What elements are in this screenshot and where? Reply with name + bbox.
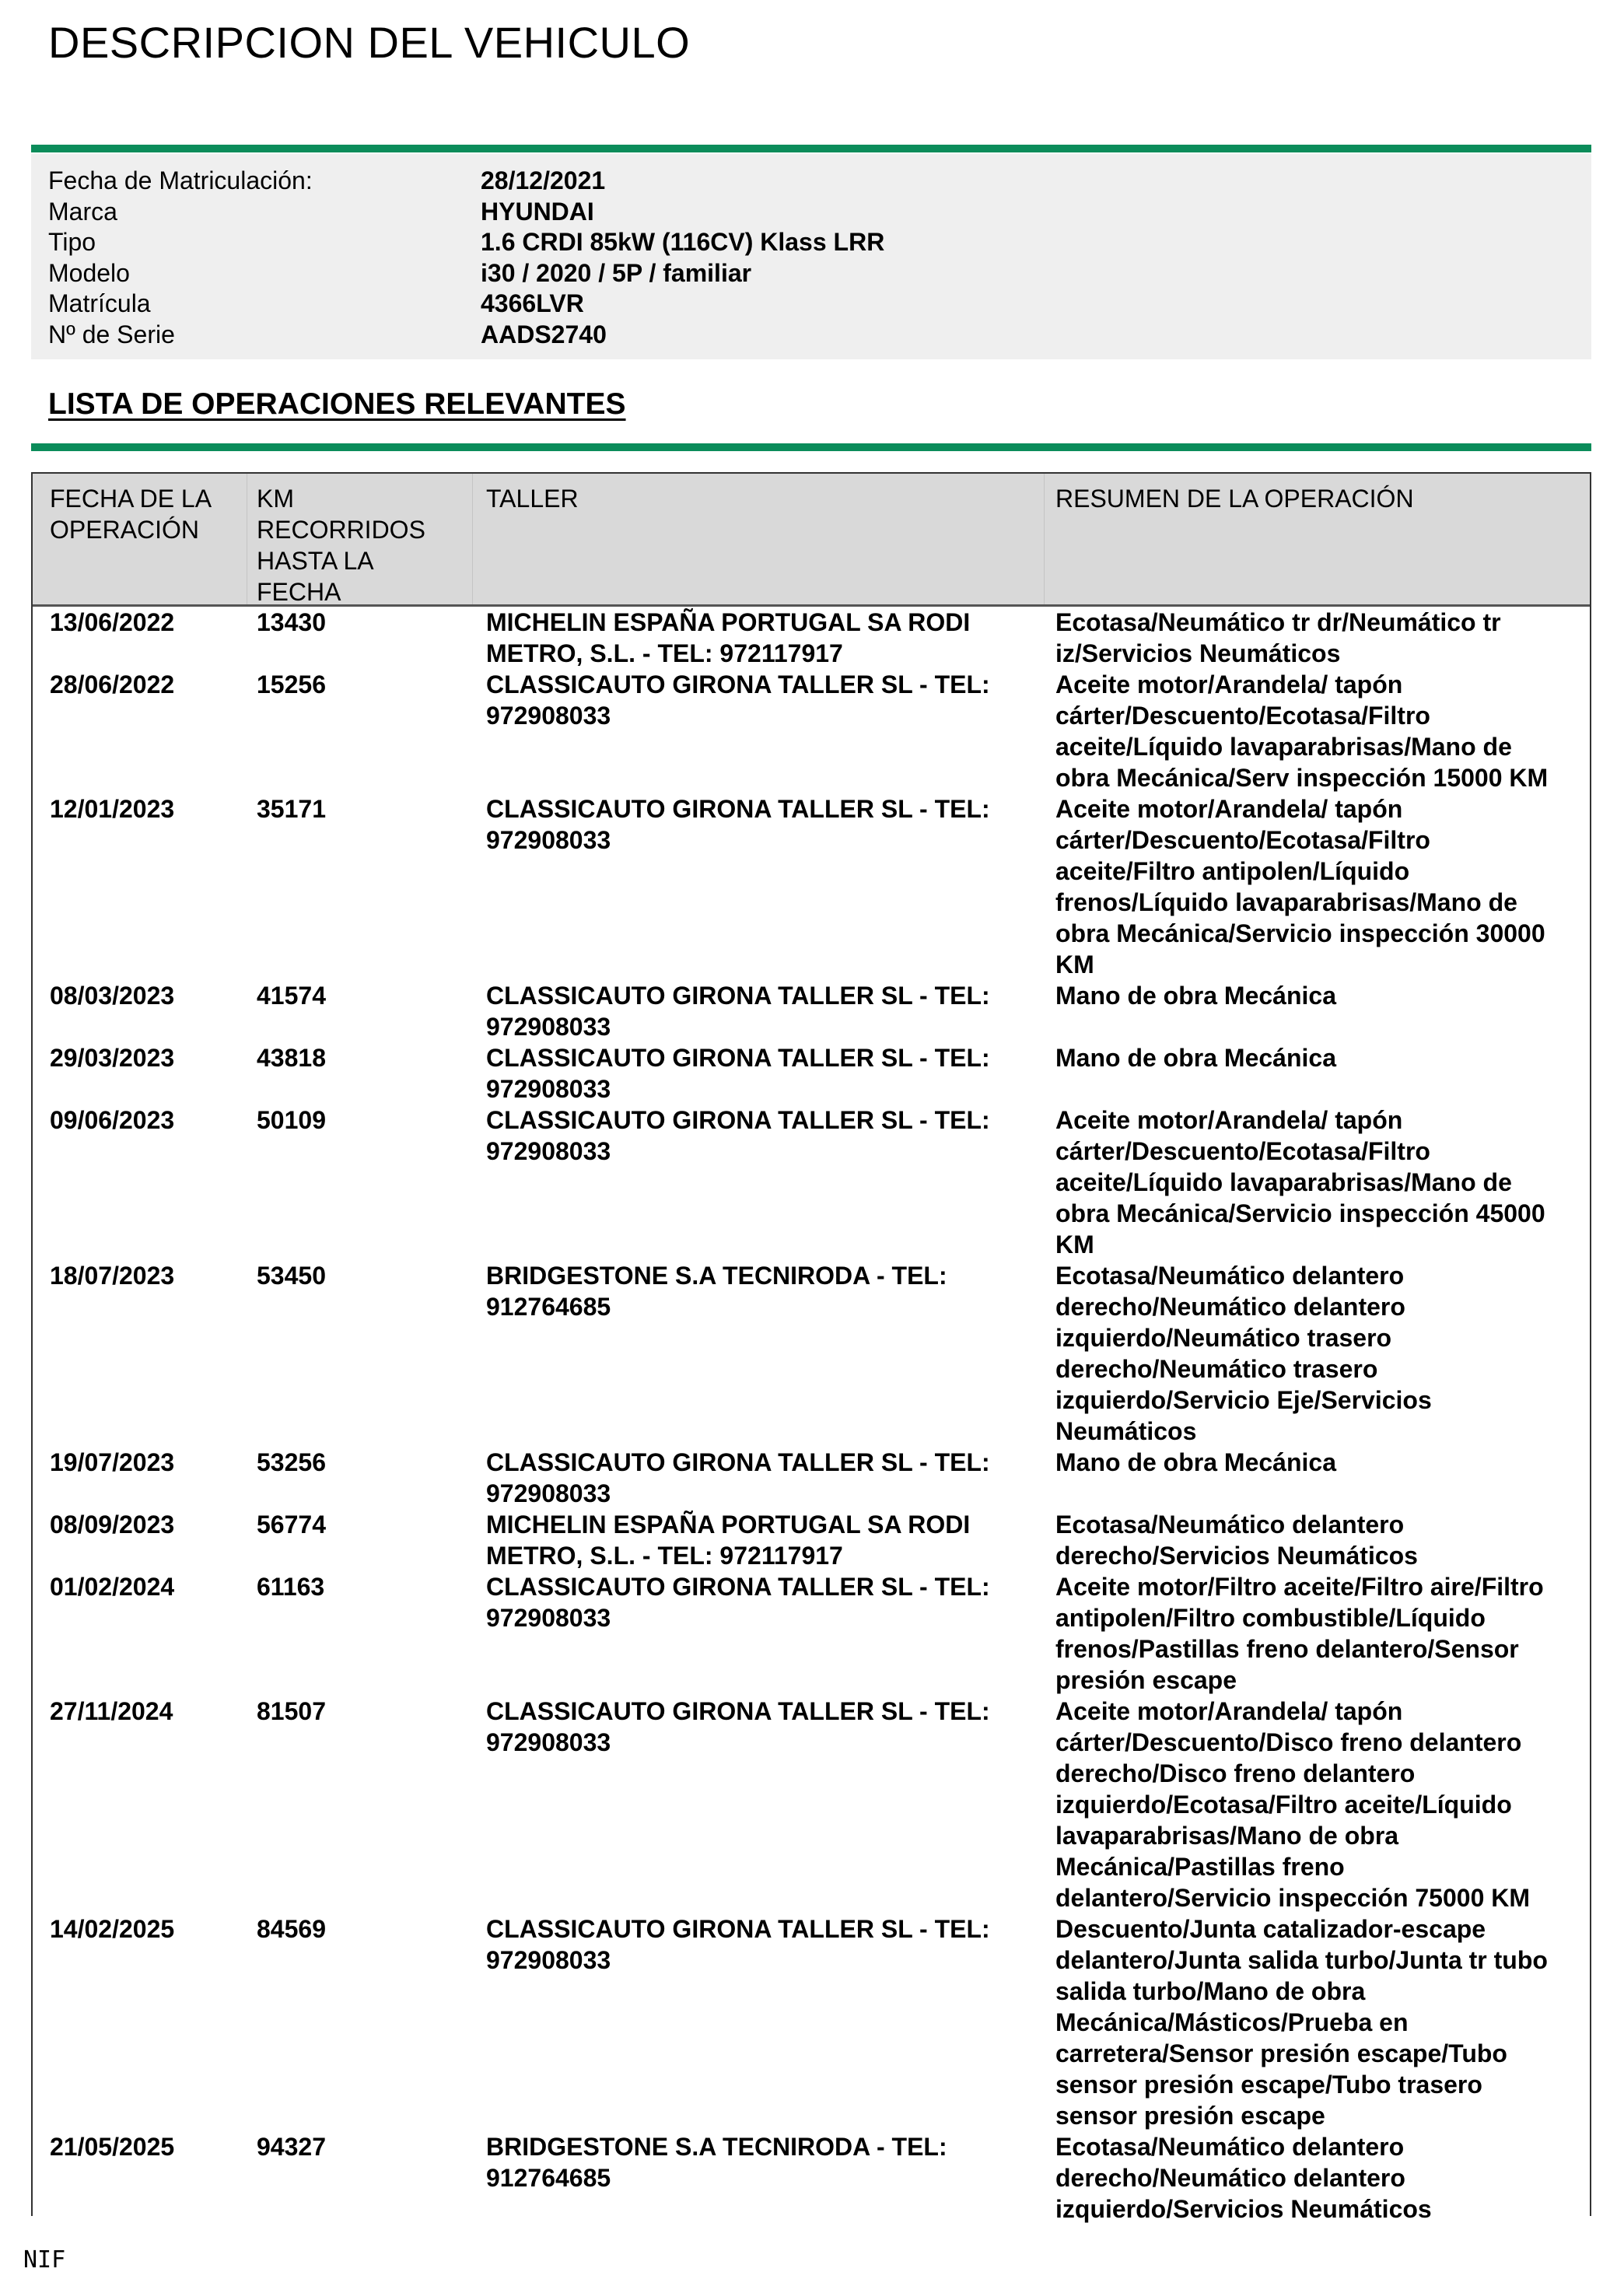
cell-km: 50109: [257, 1106, 326, 1134]
cell-taller: CLASSICAUTO GIRONA TALLER SL - TEL: 972908033: [486, 1106, 990, 1165]
vehicle-row: [31, 226, 1591, 257]
vehicle-value: HYUNDAI: [481, 197, 594, 226]
vehicle-label: Nº de Serie: [48, 320, 175, 348]
cell-resumen: Descuento/Junta catalizador-escape delantero/Junta salida turbo/Junta tr tubo salida turbo/Mano de obra Mecánica/Másticos/Prueba en carretera/Sensor presión escape/Tubo sensor presión escape/Tubo trasero sensor presión escape: [1055, 1915, 1548, 2130]
cell-taller: CLASSICAUTO GIRONA TALLER SL - TEL: 972908033: [486, 1697, 990, 1756]
vehicle-label: Matrícula: [48, 289, 151, 317]
cell-km: 56774: [257, 1511, 326, 1539]
cell-km: 41574: [257, 982, 326, 1010]
cell-km: 81507: [257, 1697, 326, 1725]
cell-taller: CLASSICAUTO GIRONA TALLER SL - TEL: 972908033: [486, 982, 990, 1041]
table-row: [33, 1571, 1590, 1696]
cell-resumen: Mano de obra Mecánica: [1055, 982, 1336, 1010]
table-row: [33, 1104, 1590, 1260]
header-taller: TALLER: [486, 485, 579, 513]
document-title: DESCRIPCION DEL VEHICULO: [48, 18, 691, 67]
footer-nif: NIF: [23, 2246, 66, 2274]
cell-km: 61163: [257, 1573, 325, 1601]
vehicle-label: Modelo: [48, 258, 130, 287]
vehicle-value: i30 / 2020 / 5P / familiar: [481, 258, 752, 287]
table-header: [33, 474, 1590, 607]
header-fecha: FECHA DE LA OPERACIÓN: [50, 485, 212, 544]
cell-fecha: 08/09/2023: [50, 1511, 175, 1539]
cell-km: 13430: [257, 608, 326, 636]
cell-resumen: Aceite motor/Filtro aceite/Filtro aire/Filtro antipolen/Filtro combustible/Líquido frenos/Pastillas freno delantero/Sensor presión escape: [1055, 1573, 1544, 1694]
vehicle-row: [31, 288, 1591, 319]
cell-fecha: 29/03/2023: [50, 1044, 175, 1072]
table-row: [33, 607, 1590, 669]
operations-section-title: LISTA DE OPERACIONES RELEVANTES: [48, 387, 626, 421]
cell-taller: CLASSICAUTO GIRONA TALLER SL - TEL: 972908033: [486, 670, 990, 730]
cell-resumen: Ecotasa/Neumático tr dr/Neumático tr iz/Servicios Neumáticos: [1055, 608, 1501, 667]
table-row: [33, 1696, 1590, 1913]
cell-fecha: 27/11/2024: [50, 1697, 173, 1725]
cell-resumen: Mano de obra Mecánica: [1055, 1044, 1336, 1072]
cell-resumen: Ecotasa/Neumático delantero derecho/Neumático delantero izquierdo/Neumático trasero derecho/Neumático trasero izquierdo/Servicio Eje/Servicios Neumáticos: [1055, 1262, 1432, 1445]
operations-green-divider: [31, 443, 1591, 451]
table-row: [33, 1913, 1590, 2131]
header-resumen: RESUMEN DE LA OPERACIÓN: [1055, 485, 1414, 513]
cell-taller: MICHELIN ESPAÑA PORTUGAL SA RODI METRO, S.L. - TEL: 972117917: [486, 608, 971, 667]
cell-km: 53256: [257, 1448, 326, 1476]
cell-km: 53450: [257, 1262, 326, 1290]
cell-fecha: 28/06/2022: [50, 670, 175, 698]
cell-resumen: Mano de obra Mecánica: [1055, 1448, 1336, 1476]
vehicle-label: Marca: [48, 197, 117, 226]
cell-km: 84569: [257, 1915, 326, 1943]
vehicle-value: AADS2740: [481, 320, 607, 348]
header-divider: [472, 474, 473, 604]
vehicle-value: 4366LVR: [481, 289, 584, 317]
table-row: [33, 669, 1590, 793]
cell-km: 43818: [257, 1044, 326, 1072]
cell-fecha: 18/07/2023: [50, 1262, 175, 1290]
cell-fecha: 13/06/2022: [50, 608, 175, 636]
header-divider: [1044, 474, 1045, 604]
table-row: [33, 980, 1590, 1042]
cell-taller: BRIDGESTONE S.A TECNIRODA - TEL: 912764685: [486, 1262, 947, 1321]
table-row: [33, 1260, 1590, 1447]
vehicle-value: 28/12/2021: [481, 166, 606, 194]
cell-resumen: Ecotasa/Neumático delantero derecho/Neumático delantero izquierdo/Servicios Neumáticos: [1055, 2133, 1432, 2223]
cell-resumen: Aceite motor/Arandela/ tapón cárter/Descuento/Ecotasa/Filtro aceite/Líquido lavaparabrisas/Mano de obra Mecánica/Serv inspección 15000 KM: [1055, 670, 1549, 792]
header-km: KM RECORRIDOS HASTA LA FECHA: [257, 485, 425, 606]
operations-table: [31, 472, 1591, 2223]
vehicle-row: [31, 196, 1591, 227]
vehicle-details: [31, 154, 1591, 359]
cell-fecha: 12/01/2023: [50, 795, 175, 823]
cell-taller: CLASSICAUTO GIRONA TALLER SL - TEL: 972908033: [486, 795, 990, 854]
cell-taller: CLASSICAUTO GIRONA TALLER SL - TEL: 972908033: [486, 1915, 990, 1974]
cell-fecha: 09/06/2023: [50, 1106, 175, 1134]
cell-taller: CLASSICAUTO GIRONA TALLER SL - TEL: 972908033: [486, 1044, 990, 1103]
cell-km: 15256: [257, 670, 326, 698]
cell-resumen: Aceite motor/Arandela/ tapón cárter/Descuento/Ecotasa/Filtro aceite/Filtro antipolen/Líquido frenos/Líquido lavaparabrisas/Mano de obra Mecánica/Servicio inspección 30000 KM: [1055, 795, 1545, 978]
table-row: [33, 2131, 1590, 2225]
cell-taller: CLASSICAUTO GIRONA TALLER SL - TEL: 972908033: [486, 1448, 990, 1507]
vehicle-row: [31, 165, 1591, 196]
cell-resumen: Aceite motor/Arandela/ tapón cárter/Descuento/Disco freno delantero derecho/Disco freno delantero izquierdo/Ecotasa/Filtro aceite/Líquido lavaparabrisas/Mano de obra Mecánica/Pastillas freno delantero/Servicio inspección 75000 KM: [1055, 1697, 1531, 1912]
top-green-divider: [31, 145, 1591, 152]
vehicle-row: [31, 319, 1591, 350]
table-body: [33, 607, 1590, 2225]
table-row: [33, 1509, 1590, 1571]
cell-fecha: 14/02/2025: [50, 1915, 175, 1943]
cell-fecha: 21/05/2025: [50, 2133, 175, 2161]
cell-resumen: Ecotasa/Neumático delantero derecho/Servicios Neumáticos: [1055, 1511, 1418, 1570]
cell-fecha: 19/07/2023: [50, 1448, 175, 1476]
table-row: [33, 1447, 1590, 1509]
cell-taller: CLASSICAUTO GIRONA TALLER SL - TEL: 972908033: [486, 1573, 990, 1632]
cell-fecha: 08/03/2023: [50, 982, 175, 1010]
cell-taller: MICHELIN ESPAÑA PORTUGAL SA RODI METRO, S.L. - TEL: 972117917: [486, 1511, 971, 1570]
table-row: [33, 1042, 1590, 1104]
vehicle-row: [31, 257, 1591, 289]
cell-taller: BRIDGESTONE S.A TECNIRODA - TEL: 912764685: [486, 2133, 947, 2192]
cell-km: 35171: [257, 795, 326, 823]
cell-fecha: 01/02/2024: [50, 1573, 175, 1601]
cell-km: 94327: [257, 2133, 326, 2161]
vehicle-label: Tipo: [48, 228, 96, 256]
table-row: [33, 793, 1590, 980]
vehicle-value: 1.6 CRDI 85kW (116CV) Klass LRR: [481, 228, 885, 256]
vehicle-label: Fecha de Matriculación:: [48, 166, 313, 194]
cell-resumen: Aceite motor/Arandela/ tapón cárter/Descuento/Ecotasa/Filtro aceite/Líquido lavaparabrisas/Mano de obra Mecánica/Servicio inspección 45000 KM: [1055, 1106, 1545, 1259]
